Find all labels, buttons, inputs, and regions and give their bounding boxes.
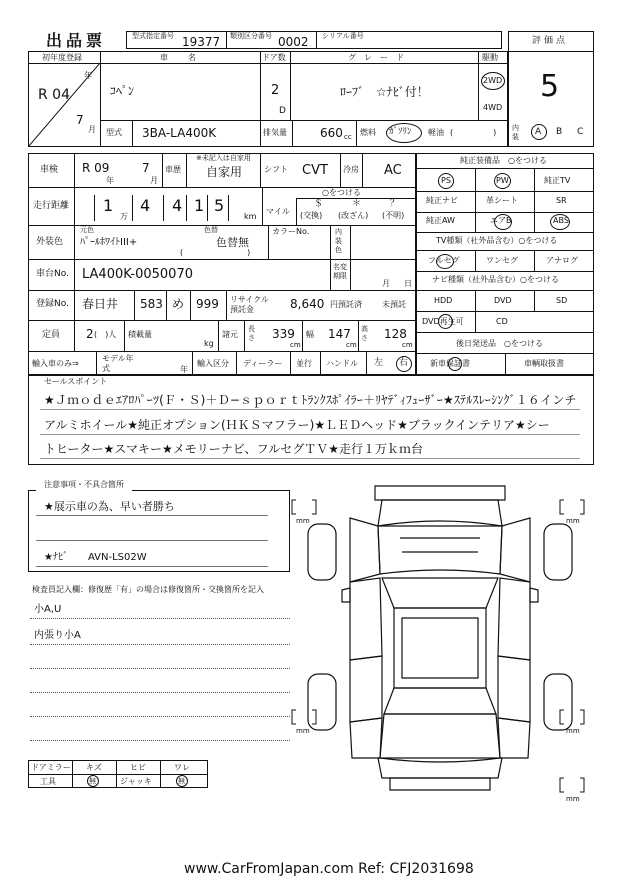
color-label: 外装色 xyxy=(36,237,64,247)
interior-c: C xyxy=(577,127,584,137)
legend-tool-none: 無 xyxy=(89,777,96,785)
navi-title: ナビ種類（社外品含む）○をつける xyxy=(432,275,559,284)
modified-label: ＊ xyxy=(352,199,362,209)
name-change-month: 月 xyxy=(382,279,390,288)
fuel-label: 燃料 xyxy=(360,128,376,137)
interior-b: B xyxy=(556,127,563,137)
vehicle-type-value: 自家用 xyxy=(206,165,243,179)
inspection-label: 車検 xyxy=(40,165,59,175)
handle-label: ハンドル xyxy=(326,359,358,368)
footer-ref: www.CarFromJapan.com Ref: CFJ2031698 xyxy=(184,861,474,877)
recycle-value: 8,640 xyxy=(290,297,325,311)
unit-km: km xyxy=(244,212,257,221)
inspector-line-2: 内張り小A xyxy=(34,630,81,641)
mileage-digit-1: 1 xyxy=(103,196,114,215)
tv-item-full: フルセグ xyxy=(428,256,460,265)
drive-2wd: 2WD xyxy=(483,76,503,85)
capacity-value: 2 xyxy=(86,327,94,341)
model-year-label: モデル年式 xyxy=(102,354,134,373)
color-no-label: カラーNo. xyxy=(272,227,310,236)
interior-a: A xyxy=(535,127,542,137)
notes-label: 注意事項・不具合箇所 xyxy=(44,480,124,489)
displacement-label: 排気量 xyxy=(263,128,287,137)
model-cert-value: 19377 xyxy=(182,35,221,49)
shift-value: CVT xyxy=(302,163,328,178)
mileage-label: 走行距離 xyxy=(33,201,70,211)
left-label: 左 xyxy=(374,358,384,368)
oil-label: 軽油 xyxy=(428,128,444,137)
mileage-digit-4: 1 xyxy=(194,196,205,215)
width-label: 幅 xyxy=(306,330,314,339)
inspection-value: R 09 xyxy=(82,161,110,175)
ac-label: 冷房 xyxy=(343,165,359,174)
unknown-sub: (不明) xyxy=(382,211,405,220)
first-reg-diagonal xyxy=(28,63,100,147)
door-label: ドア数 xyxy=(262,53,286,62)
color-code-label: 色替 xyxy=(204,226,218,234)
color-code-value: 色替無 xyxy=(216,236,249,249)
dims-label: 諸元 xyxy=(222,330,238,339)
car-damage-diagram xyxy=(290,478,590,818)
inspection-month-unit: 月 xyxy=(150,176,158,185)
displacement-unit: cc xyxy=(344,133,352,141)
reg-num: 999 xyxy=(196,297,219,311)
fuel-value: ｶﾞｿﾘﾝ xyxy=(389,127,412,137)
chassis-label: 車台No. xyxy=(36,269,69,279)
orig-color-value: ﾊﾟｰﾙﾎﾜｲﾄIII+ xyxy=(80,237,138,248)
height-value: 128 xyxy=(384,327,407,341)
mm-front-left: mm xyxy=(296,517,310,525)
height-label: 高さ xyxy=(361,325,368,342)
sales-line-3: トヒーター★スマキー★メモリーナビ、フルセグＴＶ★走行１万ｋｍ台 xyxy=(44,442,423,456)
legend-scratch: キズ xyxy=(86,763,102,772)
notes-line-1: ★展示車の為、早い者勝ち xyxy=(44,500,175,513)
reg-kana: め xyxy=(172,297,185,311)
door-sub: D xyxy=(279,106,286,116)
inspection-year-unit: 年 xyxy=(106,176,114,185)
load-unit: kg xyxy=(204,339,214,348)
sales-line-2: アルミホイール★純正オプション(ＨＫＳマフラー)★ＬＥＤヘッド★ブラックインテリア★シー xyxy=(44,418,550,432)
interior-color-label: 内装色 xyxy=(335,228,342,254)
color-paren: ( ) xyxy=(180,248,251,257)
import-cat-label: 輸入区分 xyxy=(197,359,229,368)
chassis-value: LA400K-0050070 xyxy=(82,267,193,282)
sales-point-label: セールスポイント xyxy=(44,377,108,386)
std-item-airbag: エアB xyxy=(490,216,512,225)
vehicle-type-note: ※未記入は自家用 xyxy=(196,154,251,162)
model-year-unit: 年 xyxy=(180,365,188,374)
door-value: 2 xyxy=(271,83,280,98)
orig-color-label: 元色 xyxy=(80,226,94,234)
length-value: 339 xyxy=(272,327,295,341)
shift-label: シフト xyxy=(264,165,288,174)
std-item-leather: 革シート xyxy=(486,196,518,205)
mm-rear-left: mm xyxy=(296,727,310,735)
import-label: 輸入車のみ⇒ xyxy=(32,359,79,368)
rating-value: 5 xyxy=(540,69,560,104)
circle-note: ○をつける xyxy=(322,188,361,197)
ac-value: AC xyxy=(384,163,402,178)
drive-4wd: 4WD xyxy=(483,103,503,112)
type-value: 3BA-LA400K xyxy=(142,126,217,140)
vehicle-type-label: 車歴 xyxy=(165,165,181,174)
name-label: 車 名 xyxy=(160,53,202,62)
year-unit: 年 xyxy=(84,71,92,80)
sales-line-1: ★Ｊｍｏｄｅｴｱﾛﾊﾟｰﾂ(Ｆ・Ｓ)＋Ｄ−ｓｐｏｒｔﾄﾗﾝｸｽﾎﾟｲﾗｰ＋ﾘﾔﾃﾞｨﾌｭｰｻﾞｰ★ｽﾃﾙｽﾚｰｼﾝｸﾞ１６インチ xyxy=(44,393,577,407)
notes-line-2: ★ﾅﾋﾞ AVN-LS02W xyxy=(44,552,147,563)
navi-item-dvd: DVD xyxy=(494,296,512,305)
serial-label: シリアル番号 xyxy=(322,32,364,40)
model-cert-label: 型式指定番号 xyxy=(132,32,174,40)
navi-item-dvdplay: DVD再生可 xyxy=(422,317,464,326)
reg-place: 春日井 xyxy=(82,297,119,311)
dealer-label: ディーラー xyxy=(243,359,283,368)
length-label: 長さ xyxy=(248,325,255,342)
exchange-sub: (交換) xyxy=(300,211,323,220)
std-item-sr: SR xyxy=(556,196,567,205)
right-label: 右 xyxy=(399,358,409,368)
std-item-pw: PW xyxy=(496,176,509,185)
grade-label: グ レ ー ド xyxy=(348,53,404,62)
unknown-label: ？ xyxy=(390,199,400,209)
legend-crack: ヒビ xyxy=(130,763,146,772)
mm-rear-right: mm xyxy=(566,727,580,735)
width-value: 147 xyxy=(328,327,351,341)
drive-label: 駆動 xyxy=(482,53,498,62)
mileage-digit-3: 4 xyxy=(172,196,183,215)
form-title: 出品票 xyxy=(46,31,107,50)
first-reg-month: 7 xyxy=(76,113,84,127)
recycle-unit: 円預託済 xyxy=(330,300,362,309)
legend-mirror: ドアミラー xyxy=(31,763,71,772)
legend-tool: 工具 xyxy=(40,777,56,786)
mileage-digit-2: 4 xyxy=(140,196,151,215)
month-unit: 月 xyxy=(88,125,96,134)
interior-label: 内装 xyxy=(512,124,519,141)
reg-label: 登録No. xyxy=(36,299,69,309)
tv-item-one: ワンセグ xyxy=(486,256,518,265)
first-reg-label: 初年度登録 xyxy=(42,53,82,62)
rating-label: 評価点 xyxy=(532,36,569,46)
docs-item-warranty: 新車保証書 xyxy=(430,359,470,368)
type-label: 型式 xyxy=(106,128,122,137)
std-item-tv: 純正TV xyxy=(544,176,571,185)
name-change-day: 日 xyxy=(404,279,412,288)
recycle-status: 未預託 xyxy=(382,300,406,309)
modified-sub: (改ざん) xyxy=(338,211,369,220)
parallel-label: 並行 xyxy=(296,359,312,368)
recycle-label: リサイクル預託金 xyxy=(230,295,269,314)
length-unit: cm xyxy=(290,341,301,349)
mile-label: マイル xyxy=(266,207,290,216)
docs-title: 後日発送品 ○をつける xyxy=(456,339,543,348)
class-label: 類別区分番号 xyxy=(230,32,272,40)
load-label: 積載量 xyxy=(128,330,152,339)
unit-man: 万 xyxy=(120,212,128,221)
std-item-aw: 純正AW xyxy=(426,216,455,225)
navi-item-cd: CD xyxy=(496,317,508,326)
capacity-label: 定員 xyxy=(42,330,61,340)
legend-jack-none: 無 xyxy=(178,777,185,785)
docs-item-manual: 車輌取扱書 xyxy=(524,359,564,368)
std-item-navi: 純正ナビ xyxy=(426,196,458,205)
mm-front-right: mm xyxy=(566,517,580,525)
height-unit: cm xyxy=(402,341,413,349)
legend-jack: ジャッキ xyxy=(120,777,152,786)
navi-item-hdd: HDD xyxy=(434,296,453,305)
inspector-label: 検査員記入欄：修復歴「有」の場合は修復箇所・交換箇所を記入 xyxy=(32,585,264,594)
mm-bottom-right: mm xyxy=(566,795,580,803)
inspection-month: 7 xyxy=(142,161,150,175)
std-item-abs: ABS xyxy=(553,216,569,225)
class-value: 0002 xyxy=(278,35,309,49)
legend-break: ワレ xyxy=(174,763,190,772)
inspector-line-1: 小A,U xyxy=(34,604,62,615)
displacement-value: 660 xyxy=(320,126,343,140)
oil-bracket: ( ) xyxy=(450,128,497,137)
first-reg-year: R 04 xyxy=(38,87,70,103)
reg-class: 583 xyxy=(140,297,163,311)
std-title: 純正装備品 ○をつける xyxy=(460,156,547,165)
grade-value: ﾛｰﾌﾞ ☆ﾅﾋﾞ付！ xyxy=(340,85,429,99)
width-unit: cm xyxy=(346,341,357,349)
capacity-unit: ( )人 xyxy=(94,330,117,339)
std-item-ps: PS xyxy=(441,176,451,185)
tv-title: TV種類（社外品含む）○をつける xyxy=(436,236,558,245)
name-change-label: 名変期限 xyxy=(333,263,347,280)
mileage-digit-5: 5 xyxy=(214,196,225,215)
exchange-label: ＄ xyxy=(314,199,324,209)
navi-item-sd: SD xyxy=(556,296,568,305)
name-value: ｺﾍﾟﾝ xyxy=(110,84,135,98)
tv-item-analog: アナログ xyxy=(546,256,578,265)
